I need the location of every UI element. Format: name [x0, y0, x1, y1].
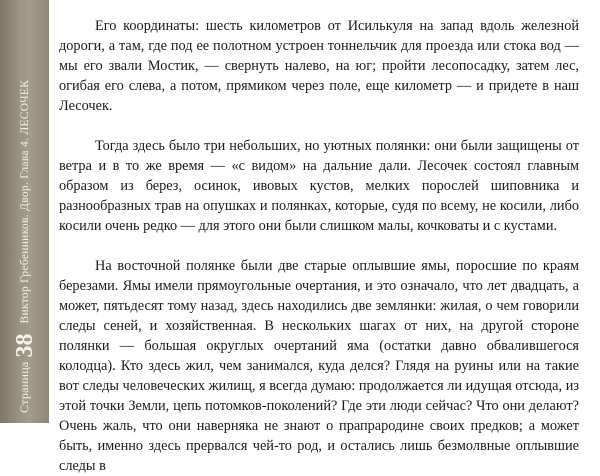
paragraph-2: Тогда здесь было три небольших, но уютных полянки: они были защищены от ветра и в то же время — «с видом» на дальние дали. Лесочек состоял главным образом из берез, осинок, ивовых кустов, мелких порослей шиповника и разнообразных трав на опушках и полянках, которые, судя по всему, не косили, либо косили очень редко — для этого они были слишком малы, кочковаты и с кустами.: [59, 138, 579, 234]
spine-text-band: [0, 0, 49, 423]
body-text: [59, 16, 579, 476]
paragraph-1: Его координаты: шесть километров от Исилькуля на запад вдоль железной дороги, а там, где под ее полотном устроен тоннельчик для проезда или стока вод — мы его звали Мостик, — свернуть налево, на юг; пройти лесопосадку, затем лес, огибая его слева, а потом, прямиком через поле, еще километр — и придете в наш Лесочек.: [59, 18, 579, 114]
page-spine: [0, 0, 49, 423]
running-header: Виктор Гребенников. Двор. Глава 4. ЛЕСОЧЕК: [18, 79, 31, 324]
page-label: Страница: [17, 361, 31, 413]
paragraph-3: На восточной полянке были две старые оплывшие ямы, поросшие по краям березами. Ямы имели прямоугольные очертания, и это означало, что лет двадцать, а может, пятьдесят тому назад, здесь находились две землянки: жилая, о чем говорили следы сеней, и хозяйственная. В нескольких шагах от них, на другой стороне полянки — большая округлых очертаний яма (остатки давно обвалившегося колодца). Кто здесь жил, чем занимался, куда делся? Глядя на руины или на такие вот следы человеческих жилищ, я всегда думаю: продолжается ли идущая отсюда, из этой точки Земли, цепь потомков-поколений? Где эти люди сейчас? Что они делают? Очень жаль, что они наверняка не знают о прапрародине своих предков; а может быть, именно здесь прервался чей-то род, и остались лишь безмолвные оплывшие следы в: [59, 258, 579, 474]
page-number: 38: [11, 333, 38, 358]
